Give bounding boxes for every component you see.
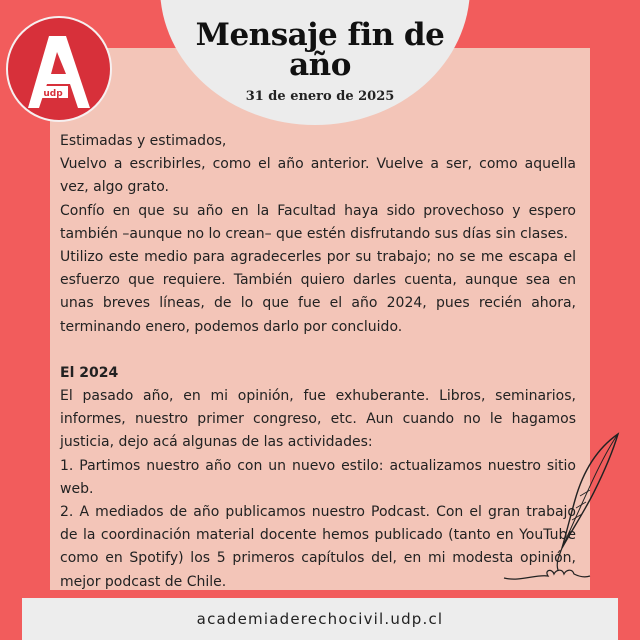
list-item-2: 2. A mediados de año publicamos nuestro Podcast. Con el gran trabajo de la coordinación material docente hemos publicado (tanto en YouTube como en Spotify) los 5 primeros capítulos del, en mi modesta opinión, mejor podcast de Chile. <box>60 504 576 590</box>
footer-bar <box>22 598 618 640</box>
paragraph-2: Confío en que su año en la Facultad haya sido provechoso y espero también –aunque no lo crean– que estén disfrutando sus días sin clases. <box>60 202 576 242</box>
quill-pen-icon <box>500 430 620 590</box>
date-label: 31 de enero de 2025 <box>245 89 395 104</box>
page-title-line-2: año <box>289 47 351 83</box>
logo-tag: udp <box>43 89 63 99</box>
logo-letter-a <box>8 18 110 120</box>
greeting: Estimadas y estimados, <box>60 133 227 149</box>
udp-logo <box>6 16 112 122</box>
section-heading: El 2024 <box>60 364 119 381</box>
list-item-1: 1. Partimos nuestro año con un nuevo estilo: actualizamos nuestro sitio web. <box>60 457 576 497</box>
paragraph-1: Vuelvo a escribirles, como el año anterior. Vuelve a ser, como aquella vez, algo grato. <box>60 156 576 196</box>
letter-body <box>60 130 576 594</box>
paragraph-4: El pasado año, en mi opinión, fue exhuberante. Libros, seminarios, informes, nuestro primer congreso, etc. Aun cuando no le hagamos justicia, dejo acá algunas de las actividades: <box>60 388 576 451</box>
paragraph-3: Utilizo este medio para agradecerles por su trabajo; no se me escapa el esfuerzo que requiere. También quiero darles cuenta, aunque sea en unas breves líneas, de lo que fue el año 2024, pues recién ahora, terminando enero, podemos darlo por concluido. <box>60 249 576 335</box>
spacer <box>60 339 576 362</box>
footer-url[interactable]: academiaderechocivil.udp.cl <box>196 610 444 628</box>
page-title-line-1: Mensaje fin de <box>195 17 445 53</box>
